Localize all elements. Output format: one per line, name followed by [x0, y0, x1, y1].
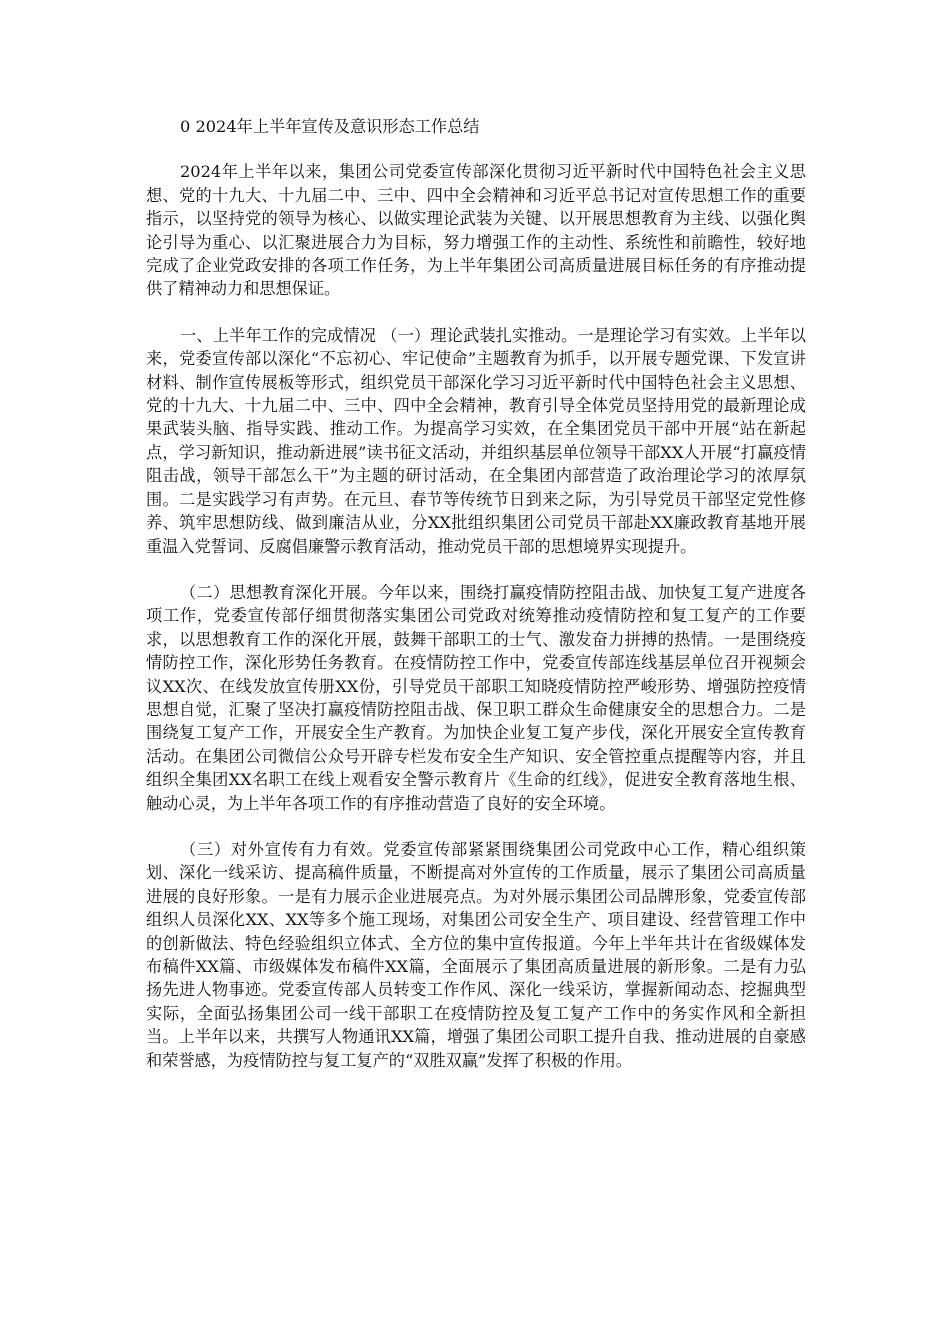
- paragraph-publicity: （三）对外宣传有力有效。党委宣传部紧紧围绕集团公司党政中心工作，精心组织策划、深化一线采访、提高稿件质量，不断提高对外宣传的工作质量，展示了集团公司高质量进展的良好形象。一是有力展示企业进展亮点。为对外展示集团公司品牌形象，党委宣传部组织人员深化XX、XX等多个施工现场，对集团公司安全生产、项目建设、经营管理工作中的创新做法、特色经验组织立体式、全方位的集中宣传报道。今年上半年共计在省级媒体发布稿件XX篇、市级媒体发布稿件XX篇，全面展示了集团高质量进展的新形象。二是有力弘扬先进人物事迹。党委宣传部人员转变工作作风、深化一线采访，掌握新闻动态、挖掘典型实际，全面弘扬集团公司一线干部职工在疫情防控及复工复产工作中的务实作风和全新担当。上半年以来，共撰写人物通讯XX篇，增强了集团公司职工提升自我、推动进展的自豪感和荣誉感，为疫情防控与复工复产的“双胜双赢”发挥了积极的作用。: [146, 839, 806, 1070]
- paragraph-education: （二）思想教育深化开展。今年以来，围绕打赢疫情防控阻击战、加快复工复产进度各项工作，党委宣传部仔细贯彻落实集团公司党政对统筹推动疫情防控和复工复产的工作要求，以思想教育工作的深化开展，鼓舞干部职工的士气、激发奋力拼搏的热情。一是围绕疫情防控工作，深化形势任务教育。在疫情防控工作中，党委宣传部连线基层单位召开视频会议XX次、在线发放宣传册XX份，引导党员干部职工知晓疫情防控严峻形势、增强防控疫情思想自觉，汇聚了坚决打赢疫情防控阻击战、保卫职工群众生命健康安全的思想合力。二是围绕复工复产工作，开展安全生产教育。为加快企业复工复产步伐，深化开展安全宣传教育活动。在集团公司微信公众号开辟专栏发布安全生产知识、安全管控重点提醒等内容，并且组织全集团XX名职工在线上观看安全警示教育片《生命的红线》，促进安全教育落地生根、触动心灵，为上半年各项工作的有序推动营造了良好的安全环境。: [146, 582, 806, 813]
- document-title: 0 2024年上半年宣传及意识形态工作总结: [180, 117, 480, 136]
- paragraph-intro: 2024年上半年以来，集团公司党委宣传部深化贯彻习近平新时代中国特色社会主义思想、党的十九大、十九届二中、三中、四中全会精神和习近平总书记对宣传思想工作的重要指示，以坚持党的领导为核心、以做实理论武装为关键、以开展思想教育为主线、以强化舆论引导为重心、以汇聚进展合力为目标，努力增强工作的主动性、系统性和前瞻性，较好地完成了企业党政安排的各项工作任务，为上半年集团公司高质量进展目标任务的有序推动提供了精神动力和思想保证。: [146, 162, 806, 299]
- paragraph-theory: 一、上半年工作的完成情况 （一）理论武装扎实推动。一是理论学习有实效。上半年以来，党委宣传部以深化“不忘初心、牢记使命”主题教育为抓手，以开展专题党课、下发宣讲材料、制作宣传展板等形式，组织党员干部深化学习习近平新时代中国特色社会主义思想、党的十九大、十九届二中、三中、四中全会精神，教育引导全体党员坚持用党的最新理论成果武装头脑、指导实践、推动工作。为提高学习实效，在全集团党员干部中开展“站在新起点，学习新知识，推动新进展”读书征文活动，并组织基层单位领导干部XX人开展“打赢疫情阻击战，领导干部怎么干”为主题的研讨活动，在全集团内部营造了政治理论学习的浓厚氛围。二是实践学习有声势。在元旦、春节等传统节日到来之际，为引导党员干部坚定党性修养、筑牢思想防线、做到廉洁从业，分XX批组织集团公司党员干部赴XX廉政教育基地开展重温入党誓词、反腐倡廉警示教育活动，推动党员干部的思想境界实现提升。: [146, 325, 806, 556]
- document-body: [146, 115, 806, 1095]
